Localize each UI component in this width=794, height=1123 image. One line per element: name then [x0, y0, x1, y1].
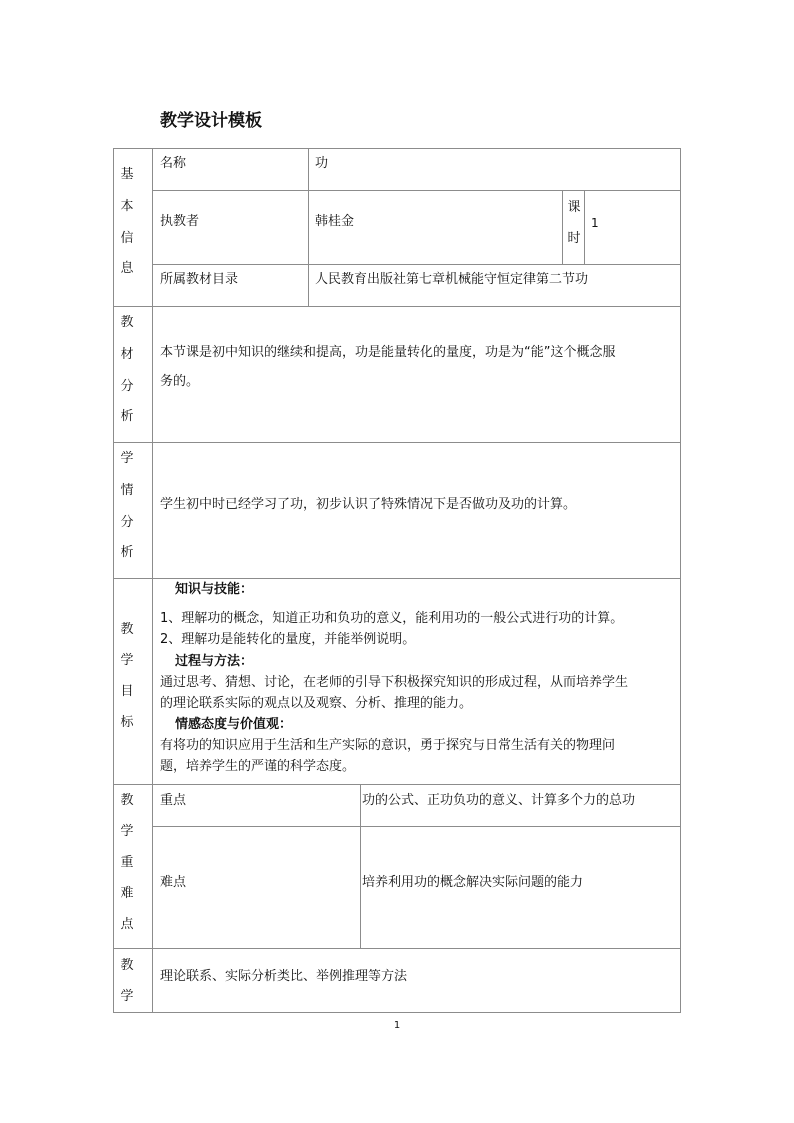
basic-info-label-char: 息 — [120, 261, 134, 276]
basic-info-label-char: 信 — [120, 231, 134, 246]
hours-divider-right — [584, 190, 585, 264]
hours-divider-left — [562, 190, 563, 264]
difficult-point-label: 难点 — [160, 875, 187, 890]
knowledge-heading: 知识与技能： — [175, 582, 254, 597]
page-number: 1 — [393, 1020, 401, 1031]
material-analysis-label-char: 材 — [120, 347, 134, 362]
table-left-border — [113, 148, 114, 1012]
row-divider-material — [113, 442, 681, 443]
teacher-label: 执教者 — [160, 214, 200, 229]
table-top-border — [113, 148, 681, 149]
key-points-label-char: 重 — [120, 855, 134, 870]
objectives-label-char: 目 — [120, 684, 134, 699]
material-analysis-label-char: 析 — [120, 409, 134, 424]
basic-info-label-char: 本 — [120, 199, 134, 214]
hours-label-char: 课 — [567, 200, 581, 215]
process-line: 的理论联系实际的观点以及观察、分析、推理的能力。 — [160, 696, 473, 711]
row-divider-student — [113, 578, 681, 579]
emotion-line: 题，培养学生的严谨的科学态度。 — [160, 759, 356, 774]
table-right-border — [680, 148, 681, 1012]
objectives-label-char: 标 — [120, 715, 134, 730]
material-analysis-line: 本节课是初中知识的继续和提高，功是能量转化的量度，功是为“能”这个概念服 — [160, 345, 616, 360]
difficult-point-value: 培养利用功的概念解决实际问题的能力 — [362, 875, 584, 890]
objectives-label-char: 学 — [120, 653, 134, 668]
key-points-label-char: 学 — [120, 824, 134, 839]
process-heading: 过程与方法： — [175, 654, 254, 669]
row-divider-teacher — [153, 264, 681, 265]
catalog-label: 所属教材目录 — [160, 272, 239, 287]
row-divider-basic — [113, 306, 681, 307]
knowledge-item: 1、理解功的概念，知道正功和负功的意义，能利用功的一般公式进行功的计算。 — [160, 611, 624, 626]
basic-info-label-char: 基 — [120, 167, 134, 182]
keypoints-value-divider — [360, 784, 361, 948]
knowledge-item: 2、理解功是能转化的量度，并能举例说明。 — [160, 632, 416, 647]
process-line: 通过思考、猜想、讨论，在老师的引导下积极探究知识的形成过程，从而培养学生 — [160, 675, 629, 690]
methods-text: 理论联系、实际分析类比、举例推理等方法 — [160, 969, 408, 984]
student-analysis-label-char: 分 — [120, 515, 134, 530]
table-bottom-border — [113, 1012, 681, 1013]
material-analysis-label-char: 教 — [120, 315, 134, 330]
material-analysis-line: 务的。 — [160, 374, 200, 389]
key-points-label-char: 难 — [120, 886, 134, 901]
hours-value: 1 — [591, 216, 599, 230]
row-divider-keypoints — [113, 948, 681, 949]
objectives-label-char: 教 — [120, 622, 134, 637]
name-label: 名称 — [160, 156, 187, 171]
name-value: 功 — [315, 156, 329, 171]
key-points-label-char: 点 — [120, 917, 134, 932]
student-analysis-text: 学生初中时已经学习了功，初步认识了特殊情况下是否做功及功的计算。 — [160, 497, 577, 512]
methods-label-char: 教 — [120, 958, 134, 973]
basic-value-divider — [308, 148, 309, 306]
label-column-divider — [152, 148, 153, 1012]
student-analysis-label-char: 情 — [120, 483, 134, 498]
student-analysis-label-char: 学 — [120, 451, 134, 466]
key-point-value: 功的公式、正功负功的意义、计算多个力的总功 — [362, 793, 636, 808]
catalog-value: 人民教育出版社第七章机械能守恒定律第二节功 — [315, 272, 589, 287]
key-point-label: 重点 — [160, 793, 187, 808]
methods-label-char: 学 — [120, 989, 134, 1004]
student-analysis-label-char: 析 — [120, 545, 134, 560]
teacher-value: 韩桂金 — [315, 214, 355, 229]
hours-label-char: 时 — [567, 231, 581, 246]
row-divider-objectives — [113, 784, 681, 785]
row-divider-key — [153, 826, 681, 827]
emotion-line: 有将功的知识应用于生活和生产实际的意识，勇于探究与日常生活有关的物理问 — [160, 738, 616, 753]
page-title: 教学设计模板 — [160, 111, 262, 131]
material-analysis-label-char: 分 — [120, 379, 134, 394]
key-points-label-char: 教 — [120, 793, 134, 808]
row-divider-name — [153, 190, 681, 191]
emotion-heading: 情感态度与价值观： — [175, 717, 293, 732]
